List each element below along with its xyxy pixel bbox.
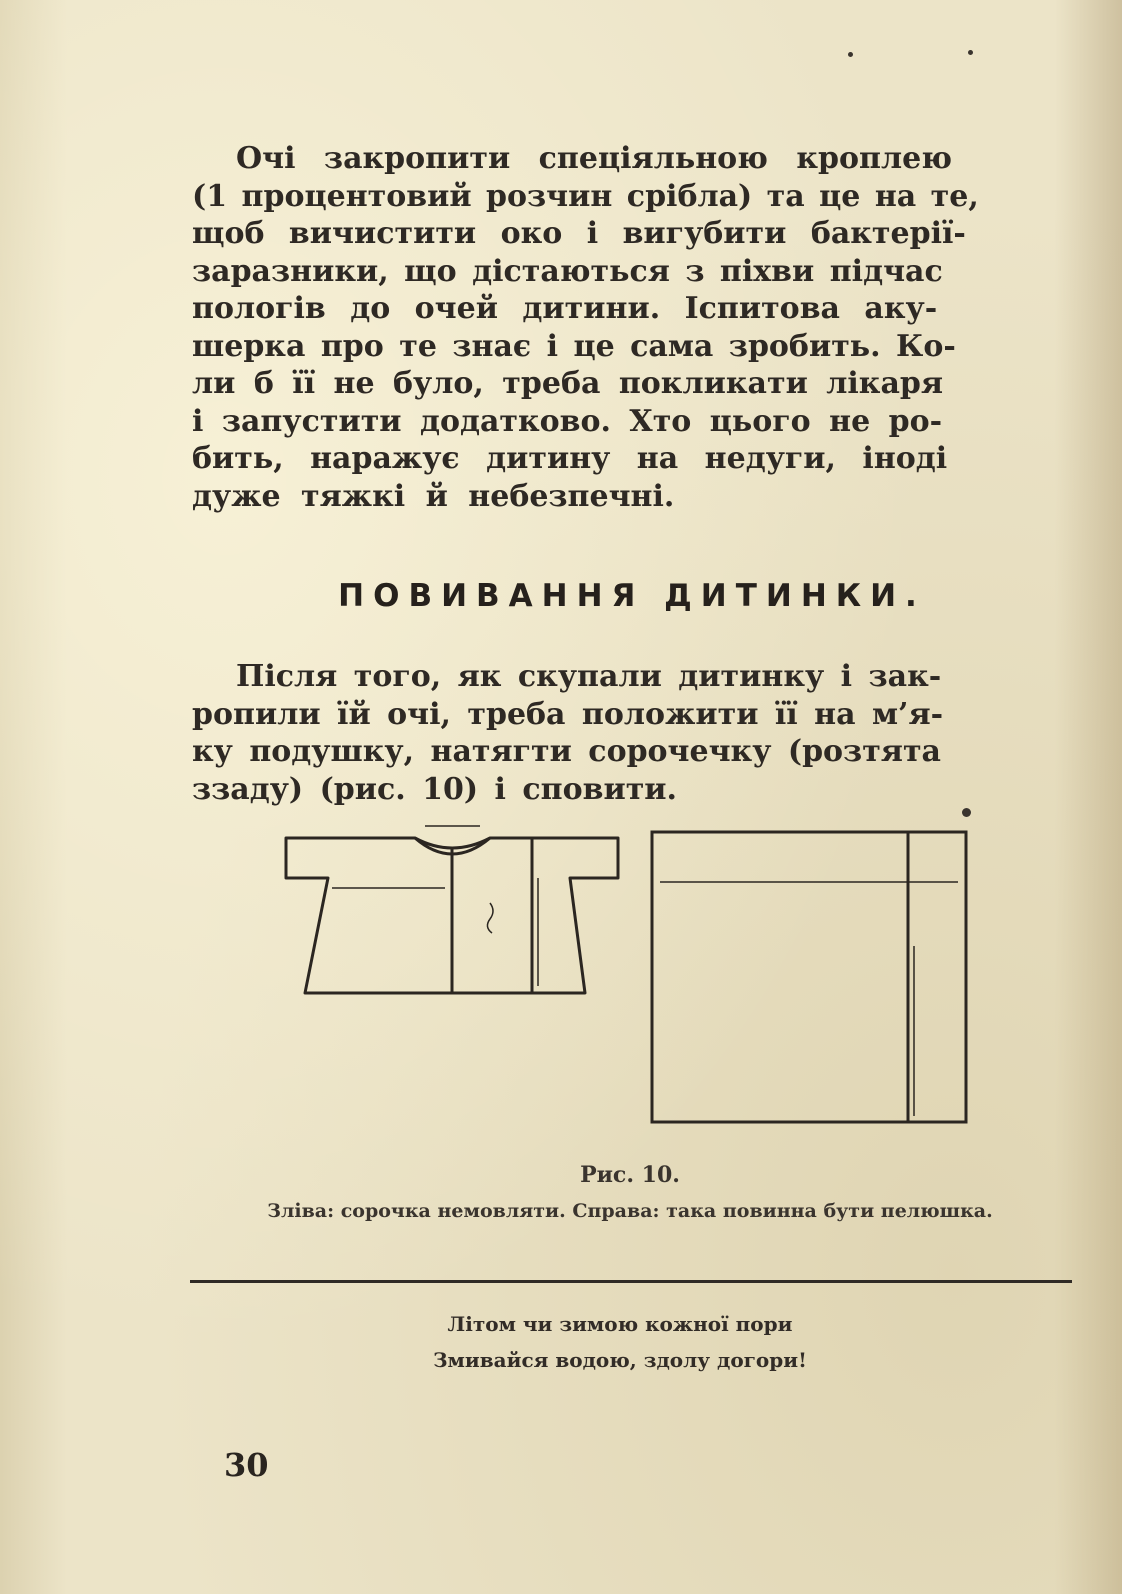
- paragraph-eye-drops: [192, 140, 1072, 515]
- text-line: дуже тяжкі й небезпечні.: [192, 478, 675, 514]
- text-line: пологів до очей дитини. Іспитова аку-: [192, 291, 938, 326]
- page-number: 30: [224, 1446, 269, 1484]
- verse-line: Літом чи зимою кожної пори: [447, 1312, 793, 1336]
- text-line: заразники, що дістаються з піхви підчас: [192, 253, 943, 289]
- figure-label: Рис. 10.: [580, 1162, 680, 1188]
- verse-line: Змивайся водою, здолу догори!: [433, 1348, 807, 1372]
- dimension-mark: [487, 903, 493, 933]
- shirt-pattern-drawing: [280, 818, 630, 1008]
- text-line: Очі закропити спеціяльною кроплею: [236, 141, 952, 176]
- paragraph-swaddling: [192, 658, 1072, 808]
- section-heading: ПОВИВАННЯ ДИТИНКИ.: [338, 578, 926, 614]
- text-line: ку подушку, натягти сорочечку (розтята: [192, 734, 941, 769]
- text-line: ропили їй очі, треба положити її на м’я-: [192, 696, 944, 732]
- text-line: шерка про те знає і це сама зробить. Ко-: [192, 328, 956, 364]
- text-line: ззаду) (рис. 10) і сповити.: [192, 771, 677, 807]
- print-speck: [968, 50, 973, 55]
- text-line: ли б її не було, треба покликати лікаря: [192, 366, 944, 401]
- print-speck: [962, 808, 971, 817]
- text-line: (1 процентовий розчин срібла) та це на те,: [192, 178, 979, 214]
- divider-rule: [190, 1280, 1072, 1283]
- diaper-pattern-drawing: [646, 826, 976, 1136]
- figure-caption: Зліва: сорочка немовляти. Справа: така повинна бути пелюшка.: [267, 1200, 993, 1222]
- verse: [300, 1306, 940, 1378]
- print-speck: [848, 52, 853, 57]
- text-line: щоб вичистити око і вигубити бактерії-: [192, 216, 966, 251]
- text-line: і запустити додатково. Хто цього не ро-: [192, 403, 943, 439]
- diaper-outline: [652, 832, 966, 1122]
- text-line: бить, наражує дитину на недуги, іноді: [192, 441, 948, 476]
- text-line: Після того, як скупали дитинку і зак-: [236, 659, 942, 694]
